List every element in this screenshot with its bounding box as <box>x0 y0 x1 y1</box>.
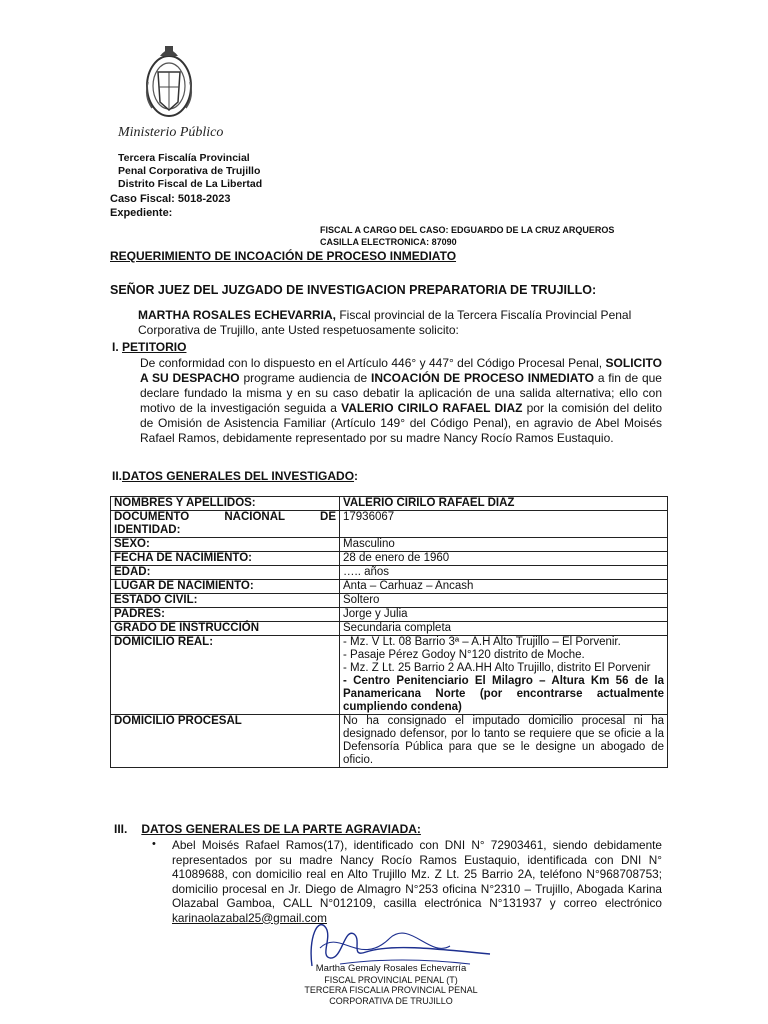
section-2-heading <box>112 469 358 483</box>
section-number: I. <box>112 340 119 354</box>
row-value: Soltero <box>340 594 668 608</box>
row-label: GRADO DE INSTRUCCIÓN <box>111 622 340 636</box>
case-block <box>110 192 230 220</box>
table-row <box>111 566 668 580</box>
table-row <box>111 511 668 538</box>
text-run: a fin de que declare fundado la misma y en su caso debatir la aplicación de una salida alternativa; ello con motivo de la investigación seguida a <box>140 371 662 415</box>
office-block <box>118 152 262 191</box>
expediente: Expediente: <box>110 207 173 219</box>
row-value: Secundaria completa <box>340 622 668 636</box>
email-link[interactable]: karinaolazabal25@gmail.com <box>172 910 327 925</box>
row-label: FECHA DE NACIMIENTO: <box>111 552 340 566</box>
caso-fiscal: Caso Fiscal: 5018-2023 <box>110 193 231 205</box>
section-3-heading <box>114 822 421 836</box>
intro-paragraph <box>138 308 660 338</box>
row-label: DOMICILIO REAL: <box>111 636 340 715</box>
agraviada-text: Abel Moisés Rafael Ramos(17), identificado con DNI N° 72903461, siendo debidamente representados por su madre Nancy Rocío Ramos Eustaquio, identificada con DNI N° 41089688, con domicilio real en Alto Trujillo Mz. Z Lt. 25 Barrio 2A, teléfono N°968708753; domicilio procesal en Jr. Diego de Almagro N°253 oficina N°2310 – Trujillo, Abogada Karina Olazabal Gamboa, CALL N°012109, casilla electrónica N°131937 y correo electrónico <box>172 838 662 910</box>
row-label: ESTADO CIVIL: <box>111 594 340 608</box>
signer-office: CORPORATIVA DE TRUJILLO <box>329 995 453 1006</box>
table-row <box>111 497 668 511</box>
row-label: NOMBRES Y APELLIDOS: <box>111 497 340 511</box>
section-title: PETITORIO <box>122 340 187 354</box>
table-row <box>111 538 668 552</box>
section-number: III. <box>114 822 128 836</box>
address-item: - Mz. Z Lt. 25 Barrio 2 AA.HH Alto Trujillo, distrito El Porvenir <box>343 662 651 674</box>
table-row <box>111 552 668 566</box>
row-label: EDAD: <box>111 566 340 580</box>
row-label: PADRES: <box>111 608 340 622</box>
row-value: VALERIO CIRILO RAFAEL DIAZ <box>340 497 668 511</box>
section-1-heading <box>112 340 186 354</box>
text-run: De conformidad con lo dispuesto en el Artículo 446° y 447° del Código Procesal Penal, <box>140 356 606 370</box>
casilla-electronica: CASILLA ELECTRONICA: 87090 <box>320 237 457 247</box>
section-title: DATOS GENERALES DE LA PARTE AGRAVIADA: <box>141 822 421 836</box>
fiscal-block <box>320 224 614 248</box>
table-row <box>111 594 668 608</box>
office-line: Tercera Fiscalía Provincial <box>118 152 250 164</box>
addressee: SEÑOR JUEZ DEL JUZGADO DE INVESTIGACION PREPARATORIA DE TRUJILLO: <box>110 283 597 297</box>
signer-office: TERCERA FISCALIA PROVINCIAL PENAL <box>304 985 478 995</box>
row-value: Jorge y Julia <box>340 608 668 622</box>
intro-text: Fiscal provincial de la Tercera Fiscalía Provincial Penal Corporativa de Trujillo, ante Usted respetuosamente solicito: <box>138 308 632 337</box>
table-row <box>111 622 668 636</box>
document-title: REQUERIMIENTO DE INCOACIÓN DE PROCESO INMEDIATO <box>110 249 457 263</box>
row-label: SEXO: <box>111 538 340 552</box>
row-value: ….. años <box>340 566 668 580</box>
section-number: II. <box>112 469 123 483</box>
section-colon: : <box>354 469 359 483</box>
bold-run: SOLICITO A SU DESPACHO <box>140 356 662 385</box>
petitorio-paragraph <box>140 356 662 446</box>
table-row-domicilio-procesal <box>111 715 668 768</box>
table-row-domicilio-real <box>111 636 668 715</box>
bold-run: VALERIO CIRILO RAFAEL DIAZ <box>341 401 523 415</box>
office-line: Penal Corporativa de Trujillo <box>118 165 261 177</box>
signature-block <box>296 964 486 1006</box>
row-label: DOCUMENTO NACIONAL DE IDENTIDAD: <box>111 511 340 538</box>
investigated-data-table <box>110 496 668 768</box>
section-title: DATOS GENERALES DEL INVESTIGADO <box>122 469 355 483</box>
row-value: No ha consignado el imputado domicilio procesal ni ha designado defensor, por lo tanto se requiere que se oficie a la Defensoría Pública para que se le designe un abogado de oficio. <box>340 715 668 768</box>
table-row <box>111 608 668 622</box>
bold-run: INCOACIÓN DE PROCESO INMEDIATO <box>370 371 594 385</box>
signer-name: Martha Gemaly Rosales Echevarría <box>315 963 467 974</box>
row-value: 28 de enero de 1960 <box>340 552 668 566</box>
office-line: Distrito Fiscal de La Libertad <box>118 178 263 190</box>
row-label: DOMICILIO PROCESAL <box>111 715 340 768</box>
row-value: Masculino <box>340 538 668 552</box>
fiscal-a-cargo: FISCAL A CARGO DEL CASO: EDGUARDO DE LA CRUZ ARQUEROS <box>320 225 615 235</box>
text-run: por la comisión del delito de Omisión de Asistencia Familiar (Artículo 149° del Código Penal), en agravio de Abel Moisés Rafael Ramos, debidamente representado por su madre Nancy Rocío Ramos Eustaquio. <box>140 401 662 445</box>
address-item: - Pasaje Pérez Godoy N°120 distrito de Moche. <box>343 649 585 661</box>
text-run: programe audiencia de <box>239 371 371 385</box>
bullet: • <box>152 838 156 850</box>
address-item: - Mz. V Lt. 08 Barrio 3ª – A.H Alto Trujillo – El Porvenir. <box>343 636 621 648</box>
row-value <box>340 636 668 715</box>
signer-role: FISCAL PROVINCIAL PENAL (T) <box>324 974 458 985</box>
row-value: 17936067 <box>340 511 668 538</box>
prosecutor-name: MARTHA ROSALES ECHEVARRIA, <box>138 308 337 322</box>
ministerio-publico-seal-icon <box>138 42 200 120</box>
table-row <box>111 580 668 594</box>
row-label: LUGAR DE NACIMIENTO: <box>111 580 340 594</box>
institution-name: Ministerio Público <box>118 125 224 140</box>
row-value: Anta – Carhuaz – Ancash <box>340 580 668 594</box>
address-item-prison: - Centro Penitenciario El Milagro – Altura Km 56 de la Panamericana Norte (por encontrarse actualmente cumpliendo condena) <box>343 675 664 713</box>
